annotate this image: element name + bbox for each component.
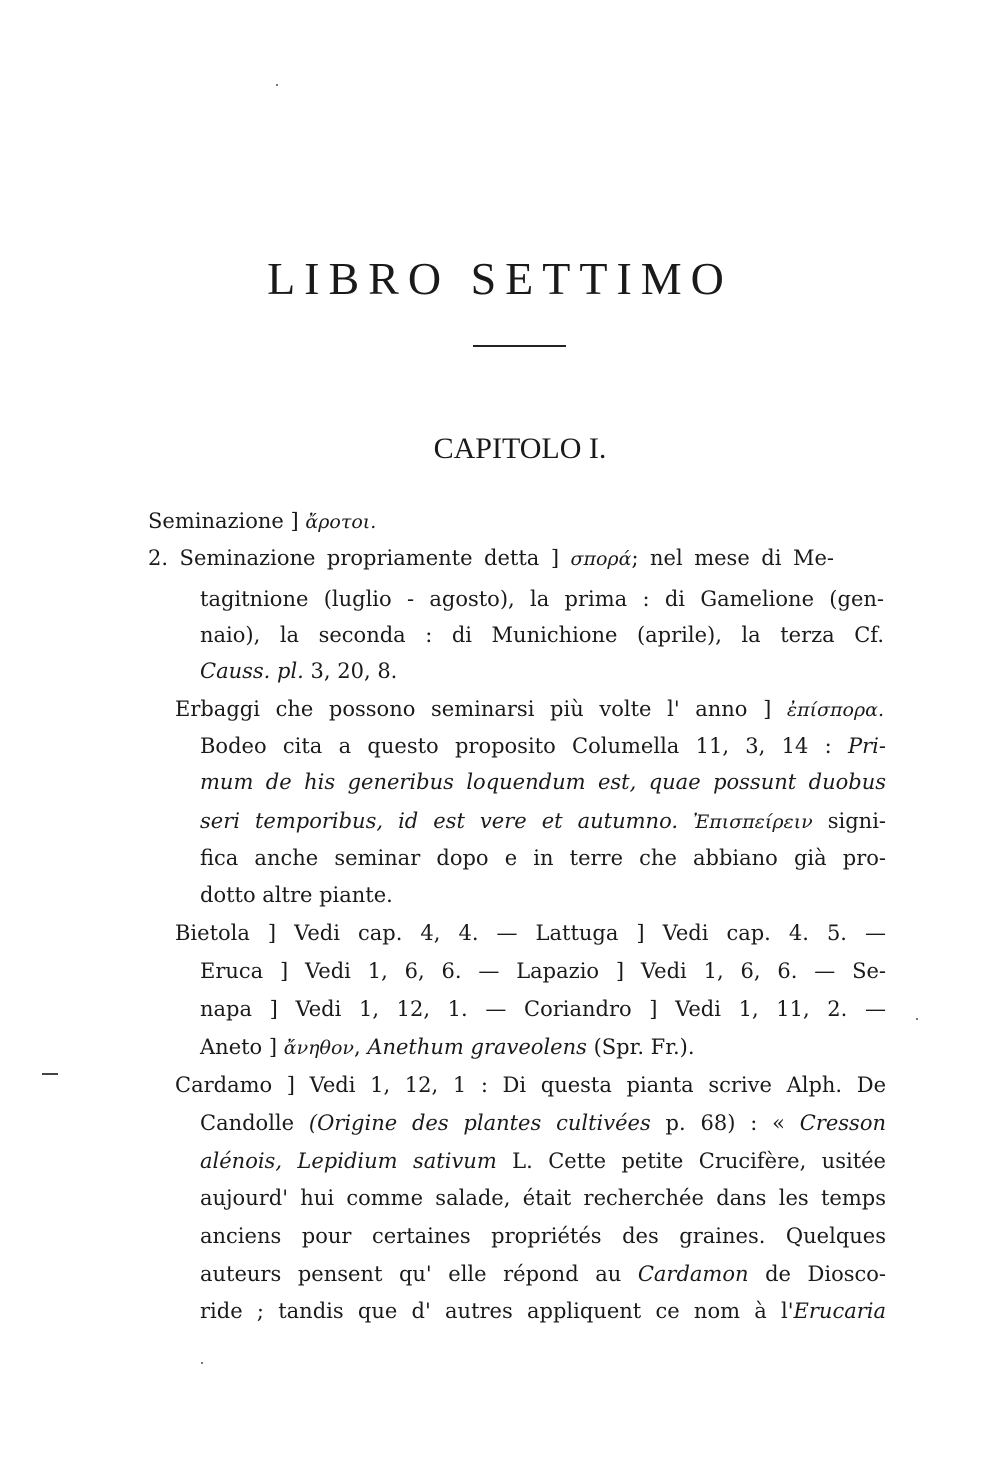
text-line-20 <box>200 1221 886 1251</box>
line-segment: Bodeo cita a questo proposito Columella 11, 3, 14 : <box>200 734 849 758</box>
line-segment: Cardamo ] Vedi 1, 12, 1 : Di questa pianta scrive Alph. De <box>175 1073 886 1097</box>
line-segment: auteurs pensent qu' elle répond au <box>200 1262 638 1286</box>
line-segment: (Spr. Fr.). <box>586 1035 695 1059</box>
text-line-9 <box>200 806 886 837</box>
line-segment-italic: seri temporibus, id est vere et autumno. <box>200 809 679 833</box>
text-line-19 <box>200 1183 886 1213</box>
line-segment: Seminazione ] <box>148 509 306 533</box>
text-line-14 <box>200 994 886 1024</box>
text-line-22 <box>200 1296 886 1326</box>
chapter-heading: CAPITOLO I. <box>433 432 607 465</box>
line-segment: anciens pour certaines propriétés des graines. Quelques <box>200 1224 886 1248</box>
line-segment-italic: Erucaria <box>793 1299 886 1323</box>
line-segment: aujourd' hui comme salade, était recherchée dans les temps <box>200 1186 886 1210</box>
line-segment: Bietola ] Vedi cap. 4, 4. — Lattuga ] Vedi cap. 4. 5. — <box>175 921 886 945</box>
text-line-3 <box>200 584 884 614</box>
line-segment: signi- <box>812 809 887 833</box>
text-line-15 <box>200 1032 695 1063</box>
scan-speck <box>276 84 278 86</box>
line-segment: L. Cette petite Crucifère, usitée <box>496 1149 886 1173</box>
text-line-5 <box>200 656 397 686</box>
line-segment-italic: Anethum graveolens <box>367 1035 587 1059</box>
line-segment: Eruca ] Vedi 1, 6, 6. — Lapazio ] Vedi 1, 6, 6. — Se- <box>200 959 886 983</box>
line-segment-greek: ἐπίσπορα. <box>786 699 884 721</box>
line-segment-italic: alénois, Lepidium sativum <box>200 1149 497 1173</box>
line-segment-italic: Pri- <box>848 734 886 758</box>
text-line-6 <box>175 694 884 725</box>
scan-speck <box>201 1362 203 1364</box>
line-segment-greek: σπορά <box>570 548 632 570</box>
line-segment: , <box>353 1035 368 1059</box>
text-line-17 <box>200 1108 886 1138</box>
text-line-21 <box>200 1259 886 1289</box>
line-segment-greek: ἄροτοι. <box>305 511 377 533</box>
line-segment: dotto altre piante. <box>200 883 393 907</box>
line-segment: de Diosco- <box>748 1262 886 1286</box>
line-segment: fica anche seminar dopo e in terre che abbiano già pro- <box>200 846 886 870</box>
text-line-7 <box>200 731 886 761</box>
text-line-11 <box>200 880 393 910</box>
text-line-10 <box>200 843 886 873</box>
text-line-13 <box>200 956 886 986</box>
line-segment-italic: mum de his generibus loquendum est, quae possunt duobus <box>200 770 886 794</box>
line-segment: napa ] Vedi 1, 12, 1. — Coriandro ] Vedi 1, 11, 2. — <box>200 997 886 1021</box>
text-line-16 <box>175 1070 886 1100</box>
line-segment-greek: Ἐπισπείρειν <box>693 811 813 833</box>
margin-mark <box>42 1073 58 1075</box>
line-segment: 3, 20, 8. <box>303 659 398 683</box>
line-segment: Erbaggi che possono seminarsi più volte l' anno ] <box>175 697 787 721</box>
line-segment-italic: Causs. pl. <box>200 659 304 683</box>
text-line-8 <box>200 767 886 797</box>
line-segment: 2. Seminazione propriamente detta ] <box>148 546 571 570</box>
line-segment-italic: Cardamon <box>637 1262 749 1286</box>
line-segment: p. 68) : « <box>650 1111 800 1135</box>
line-segment <box>678 809 693 833</box>
text-line-2 <box>148 543 834 574</box>
line-segment: naio), la seconda : di Munichione (aprile), la terza Cf. <box>200 623 884 647</box>
line-segment-italic: (Origine des plantes cultivées <box>308 1111 651 1135</box>
line-segment: Aneto ] <box>200 1035 284 1059</box>
line-segment: ride ; tandis que d' autres appliquent ce nom à l' <box>200 1299 794 1323</box>
text-line-4 <box>200 620 884 650</box>
book-title: LIBRO SETTIMO <box>267 253 733 304</box>
line-segment: tagitnione (luglio - agosto), la prima : di Gamelione (gen- <box>200 587 884 611</box>
text-line-18 <box>200 1146 886 1176</box>
text-line-1 <box>148 506 376 537</box>
line-segment-greek: ἄνηθον <box>283 1037 354 1059</box>
line-segment-italic: Cresson <box>799 1111 887 1135</box>
text-line-12 <box>175 918 886 948</box>
line-segment: Candolle <box>200 1111 309 1135</box>
scan-speck <box>916 1018 918 1020</box>
line-segment: ; nel mese di Me- <box>631 546 834 570</box>
